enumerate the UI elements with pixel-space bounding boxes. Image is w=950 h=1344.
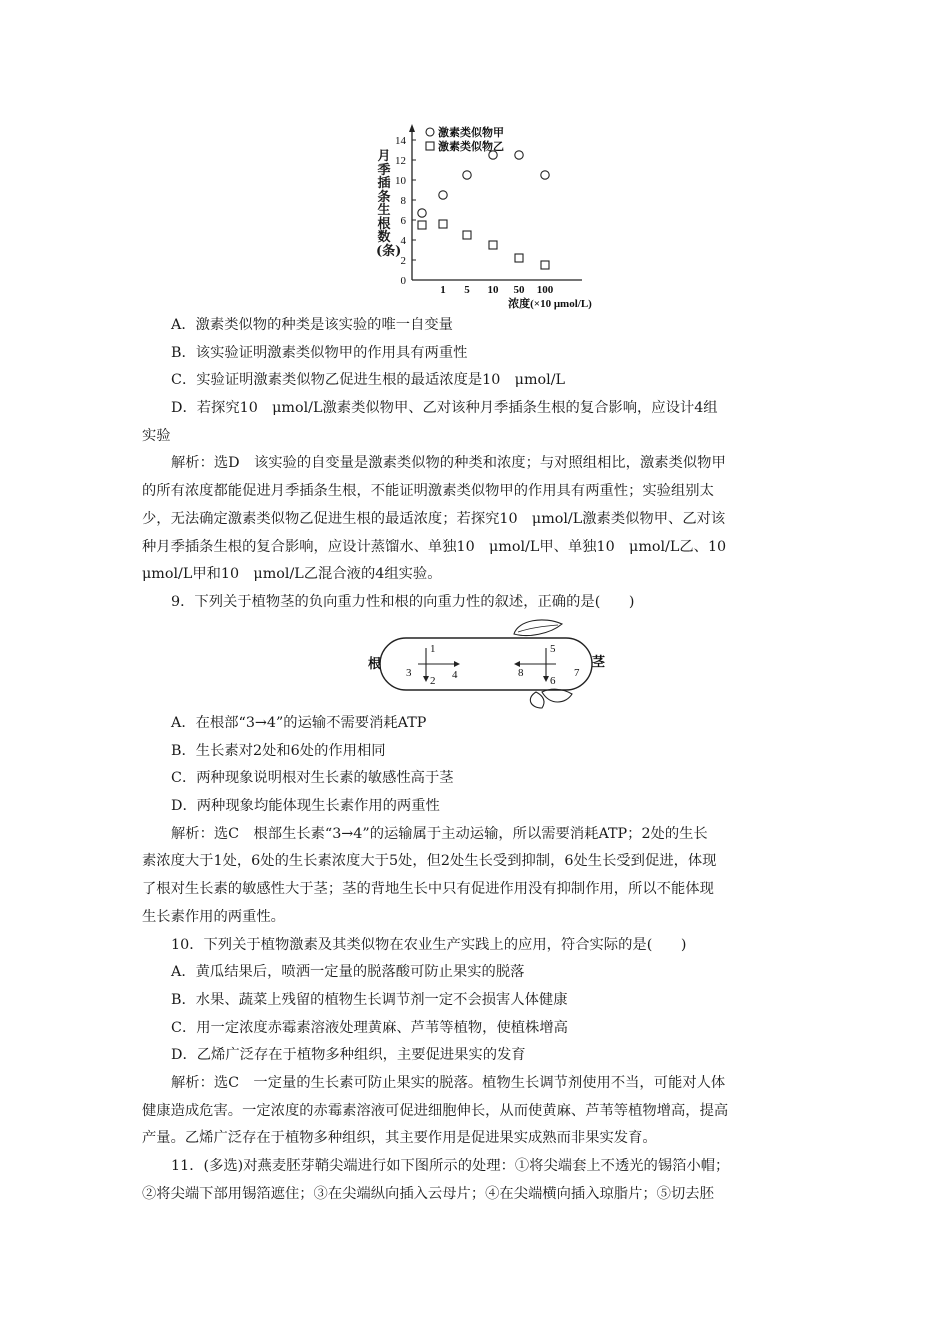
y-tick-label: 14 xyxy=(395,135,406,147)
root-label: 根 xyxy=(368,656,382,671)
stem-down-arrowhead xyxy=(543,676,549,682)
option-8d: D．若探究10 μmol/L激素类似物甲、乙对该种月季插条生根的复合影响，应设计4组 xyxy=(171,400,718,417)
data-point-jia xyxy=(463,171,471,179)
analysis-10-line: 健康造成危害。一定浓度的赤霉素溶液可促进细胞伸长，从而使黄麻、芦苇等植物增高，提高 xyxy=(142,1102,729,1119)
x-tick-label: 10 xyxy=(487,284,499,296)
y-tick-label: 10 xyxy=(395,175,406,187)
option-8c: C．实验证明激素类似物乙促进生根的最适浓度是10 μmol/L xyxy=(171,372,565,389)
scatter-chart xyxy=(360,118,620,310)
y-axis-arrow xyxy=(409,124,415,132)
legend-circle-marker xyxy=(426,128,434,136)
label-2: 2 xyxy=(430,675,436,687)
legend-square-marker xyxy=(426,142,434,150)
option-9a: A．在根部“3→4”的运输不需要消耗ATP xyxy=(171,715,427,731)
label-3: 3 xyxy=(406,667,412,679)
root-down-arrowhead xyxy=(423,676,429,682)
y-tick-label: 0 xyxy=(400,275,406,287)
analysis-9-line: 了根对生长素的敏感性大于茎；茎的背地生长中只有促进作用没有抑制作用，所以不能体现 xyxy=(142,881,714,898)
x-tick-label: 50 xyxy=(513,284,525,296)
question-9-stem: 9．下列关于植物茎的负向重力性和根的向重力性的叙述，正确的是( ) xyxy=(171,593,635,610)
question-9-10-11-block xyxy=(142,710,814,1208)
option-8d-cont: 实验 xyxy=(142,427,171,444)
legend-label: 激素类似物乙 xyxy=(438,140,504,153)
data-point-yi xyxy=(489,241,497,249)
analysis-8-line: 的所有浓度都能促进月季插条生根，不能证明激素类似物甲的作用具有两重性；实验组别太 xyxy=(142,483,714,500)
option-10a: A．黄瓜结果后，喷洒一定量的脱落酸可防止果实的脱落 xyxy=(171,964,525,981)
data-point-yi xyxy=(439,220,447,228)
option-8b: B．该实验证明激素类似物甲的作用具有两重性 xyxy=(171,344,468,361)
analysis-8-line: 解析：选D 该实验的自变量是激素类似物的种类和浓度；与对照组相比，激素类似物甲 xyxy=(171,455,726,472)
label-6: 6 xyxy=(550,675,556,687)
analysis-9-line: 生长素作用的两重性。 xyxy=(142,908,285,925)
option-10d: D．乙烯广泛存在于植物多种组织，主要促进果实的发育 xyxy=(171,1047,526,1064)
data-point-jia xyxy=(439,191,447,199)
option-9b: B．生长素对2处和6处的作用相同 xyxy=(171,742,386,759)
analysis-9-line: 解析：选C 根部生长素“3→4”的运输属于主动运输，所以需要消耗ATP；2处的生长 xyxy=(171,825,708,842)
upper-leaf-icon xyxy=(518,625,558,632)
analysis-8-line: μmol/L甲和10 μmol/L乙混合液的4组实验。 xyxy=(142,566,442,583)
data-point-yi xyxy=(463,231,471,239)
option-10c: C．用一定浓度赤霉素溶液处理黄麻、芦苇等植物，使植株增高 xyxy=(171,1019,568,1036)
label-8: 8 xyxy=(518,667,524,679)
data-point-jia xyxy=(515,151,523,159)
question-10-stem: 10．下列关于植物激素及其类似物在农业生产实践上的应用，符合实际的是( ) xyxy=(171,936,687,953)
y-tick-label: 8 xyxy=(400,195,406,207)
option-10b: B．水果、蔬菜上残留的植物生长调节剂一定不会损害人体健康 xyxy=(171,991,568,1008)
option-9c: C．两种现象说明根对生长素的敏感性高于茎 xyxy=(171,770,454,787)
chart-y-axis-title: 月季插条生根数(条) xyxy=(376,149,402,259)
data-point-yi xyxy=(541,261,549,269)
y-tick-label: 12 xyxy=(395,155,406,167)
stem-label: 茎 xyxy=(592,654,606,669)
analysis-8-line: 少，无法确定激素类似物乙促进生根的最适浓度；若探究10 μmol/L激素类似物甲、乙对该 xyxy=(142,510,726,527)
x-tick-label: 5 xyxy=(464,284,470,296)
x-tick-label: 1 xyxy=(440,284,446,296)
option-9d: D．两种现象均能体现生长素作用的两重性 xyxy=(171,798,440,815)
y-tick-label: 4 xyxy=(400,235,406,247)
plant-outline xyxy=(380,638,592,690)
x-axis-title: 浓度(×10 μmol/L) xyxy=(508,298,592,310)
analysis-10-line: 产量。乙烯广泛存在于植物多种组织，其主要作用是促进果实成熟而非果实发育。 xyxy=(142,1130,657,1147)
plant-diagram xyxy=(366,618,606,710)
lower-leaf-icon xyxy=(542,689,572,702)
root-right-arrowhead xyxy=(454,661,460,667)
question-11-stem-cont: ②将尖端下部用锡箔遮住；③在尖端纵向插入云母片；④在尖端横向插入琼脂片；⑤切去胚 xyxy=(142,1185,714,1202)
label-1: 1 xyxy=(430,643,436,655)
option-8a: A．激素类似物的种类是该实验的唯一自变量 xyxy=(171,317,453,333)
analysis-9-line: 素浓度大于1处，6处的生长素浓度大于5处，但2处生长受到抑制，6处生长受到促进，体现 xyxy=(142,853,717,870)
lower-leaf-icon xyxy=(530,692,544,708)
y-tick-label: 6 xyxy=(400,215,406,227)
legend-label: 激素类似物甲 xyxy=(438,126,504,139)
data-point-yi xyxy=(418,221,426,229)
label-4: 4 xyxy=(452,669,458,681)
data-point-jia xyxy=(541,171,549,179)
question-11-stem: 11．(多选)对燕麦胚芽鞘尖端进行如下图所示的处理：①将尖端套上不透光的锡箔小帽； xyxy=(171,1158,730,1174)
upper-leaf-icon xyxy=(514,620,562,636)
data-point-jia xyxy=(418,209,426,217)
label-7: 7 xyxy=(574,667,580,679)
label-5: 5 xyxy=(550,643,556,655)
x-tick-label: 100 xyxy=(536,284,554,296)
y-tick-label: 2 xyxy=(400,255,406,267)
question-8-block xyxy=(142,312,814,617)
data-point-yi xyxy=(515,254,523,262)
analysis-10-line: 解析：选C 一定量的生长素可防止果实的脱落。植物生长调节剂使用不当，可能对人体 xyxy=(171,1074,726,1091)
analysis-8-line: 种月季插条生根的复合影响，应设计蒸馏水、单独10 μmol/L甲、单独10 μmol/L乙、10 xyxy=(142,538,727,555)
